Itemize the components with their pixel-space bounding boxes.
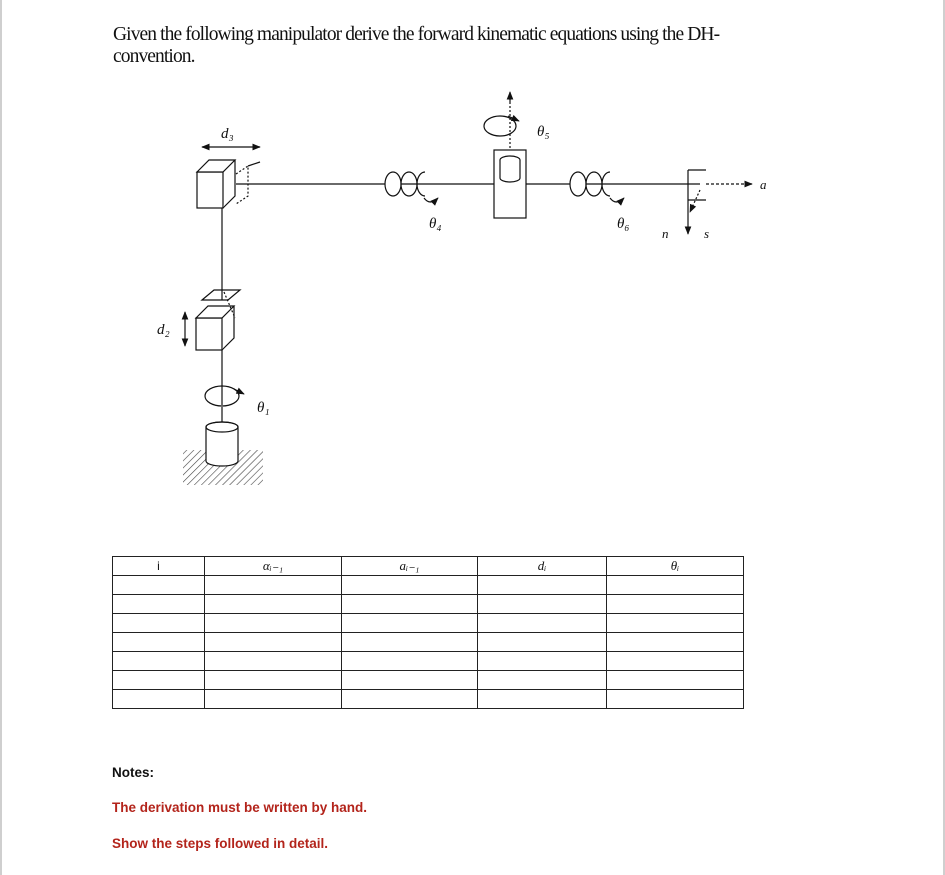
header-alpha: αᵢ₋₁ <box>205 557 342 576</box>
header-d: dᵢ <box>478 557 607 576</box>
table-header-row <box>113 557 744 576</box>
table-row <box>113 652 744 671</box>
header-theta: θᵢ <box>607 557 744 576</box>
a-label: a <box>760 177 767 192</box>
revolute-joint-4 <box>385 172 425 196</box>
theta1-rotation-symbol <box>205 350 239 406</box>
note-show-steps: Show the steps followed in detail. <box>112 836 329 851</box>
theta6-arrow <box>610 198 624 202</box>
table-row <box>113 576 744 595</box>
n-axis-arrow <box>690 190 700 212</box>
table-row <box>113 671 744 690</box>
theta1-label: θ₁ <box>257 400 270 416</box>
d3-label: d₃ <box>221 126 234 142</box>
prismatic-joint-2 <box>196 290 240 350</box>
table-row <box>113 595 744 614</box>
s-label: s <box>704 226 710 241</box>
theta4-arrow <box>424 198 438 202</box>
header-a: aᵢ₋₁ <box>342 557 478 576</box>
d2-label: d₂ <box>157 322 170 338</box>
table-row <box>113 690 744 709</box>
theta5-label: θ₅ <box>537 124 550 140</box>
table-row <box>113 633 744 652</box>
question-text: Given the following manipulator derive the forward kinematic equations using the DH-convention. <box>113 24 720 67</box>
note-handwritten: The derivation must be written by hand. <box>112 800 368 815</box>
base-cylinder <box>206 422 238 466</box>
n-label: n <box>662 226 669 241</box>
notes-title: Notes: <box>112 765 155 780</box>
theta6-label: θ₆ <box>617 216 630 232</box>
gripper <box>688 170 706 200</box>
dh-parameter-table <box>112 556 744 709</box>
theta4-label: θ₄ <box>429 216 442 232</box>
revolute-joint-6 <box>570 172 610 196</box>
header-i: i <box>113 557 205 576</box>
revolute-joint-5 <box>484 98 526 218</box>
table-row <box>113 614 744 633</box>
